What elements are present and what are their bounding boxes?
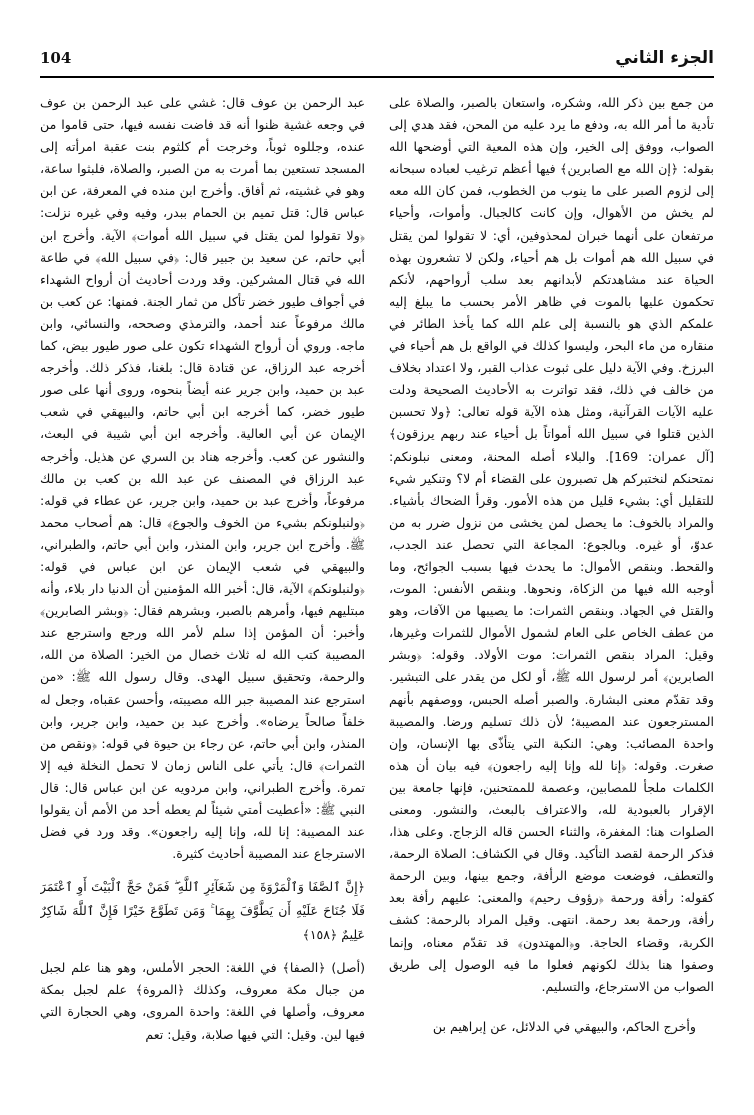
- left-column-paragraph-2: (أصل) ﴿الصفا﴾ في اللغة: الحجر الأملس، وهو هنا علم لجبل من جبال مكة معروف، وكذلك ﴿المروة﴾ علم لجبل بمكة معروف، وأصلها في اللغة: واحدة المروى، وهي الحجارة التي فيها لين. وقيل: التي فيها صلابة، وقيل: تعم: [40, 960, 365, 1042]
- right-column-paragraph-1: من جمع بين ذكر الله، وشكره، واستعان بالصبر، والصلاة على تأدية ما أمر الله به، ودفع ما يرد عليه من المحن، فقد هدي إلى الصواب، ووفق إلى الخير، وإن هذه المعية التي أوضحها الله بقوله: ﴿إن الله مع الصابرين﴾ فيها أعظم ترغيب لعباده سبحانه إلى لزوم الصبر على ما ينوب من الخطوب، فمن كان الله معه لم يخش من الأهوال، وإن كانت كالجبال. وأموات، وأحياء مرتفعان على أنهما خبران لمحذوفين، أي: لا تقولوا لمن يقتل في سبيل الله هم أموات بل هم أحياء، ولكن لا تشعرون بهذه الحياة عند مشاهدتكم لأبدانهم بعد سلب أرواحهم، لأنكم تحكمون عليها بالموت في ظاهر الأمر بحسب ما يبلغ إليه علمكم الذي هو بالنسبة إلى علم الله كما يأخذ الطائر في منقاره من ماء البحر، وليسوا كذلك في الواقع بل هم أحياء في البرزخ. وفي الآية دليل على ثبوت عذاب القبر، ولا اعتداد بخلاف من خالف في ذلك، فقد تواترت به الأحاديث الصحيحة ودلت عليه الآيات القرآنية، ومثل هذه الآية قوله تعالى: ﴿ولا تحسبن الذين قتلوا في سبيل الله أمواتاً بل أحياء عند ربهم يرزقون﴾ [آل عمران: 169]. والبلاء أصله المحنة، ومعنى نبلونكم: نمتحنكم لنختبركم هل تصبرون على القضاء أم لا؟ وتنكير شيء للتقليل أي: بشيء قليل من هذه الأمور. وقرأ الضحاك بأشياء. والمراد بالخوف: ما يحصل لمن يخشى من نزول ضرر به من عدوّ، أو غيره. وبالجوع: المجاعة التي تحصل عند الجدب، والقحط. وبنقص الأموال: ما يحدث فيها بسبب الجوائح، وما أوجبه الله فيها من الزكاة، ونحوها. وبنقص الأنفس: الموت، والقتل في الجهاد. وبنقص الثمرات: ما يصيبها من الآفات، وهو من عطف الخاص على العام لشمول الأموال للثمرات وغيرها، وقيل: المراد بنقص الثمرات: موت الأولاد. وقوله: ﴿وبشر الصابرين﴾ أمر لرسول الله ﷺ، أو لكل من يقدر على التبشير. وقد تقدّم معنى البشارة. والصبر أصله الحبس، ووصفهم بأنهم المسترجعون عند المصيبة؛ لأن ذلك تسليم ورضا. والمصيبة واحدة المصائب: وهي: النكبة التي يتأذّى بها الإنسان، وإن صغرت. وقوله: ﴿إنا لله وإنا إليه راجعون﴾ فيه بيان أن هذه الكلمات ملجأ للمصابين، وعصمة للممتحنين، فإنها جامعة بين الإقرار بالعبودية لله، والاعتراف بالبعث، والنشور. ومعنى الصلوات هنا: المغفرة، والثناء الحسن قاله الزجاج. وعلى هذا، فذكر الرحمة لقصد التأكيد. وقال في الكشاف: الصلاة الرحمة، والتعطف، فوضعت موضع الرأفة، وجمع بينها، وبين الرحمة كقوله: رأفة ورحمة ﴿رؤوف رحيم﴾ والمعنى: عليهم رأفة بعد رأفة، ورحمة بعد رحمة. انتهى. وقيل المراد بالرحمة: كشف الكربة، وقضاء الحاجة. و﴿المهتدون﴾ قد تقدّم معناه، وإنما وصفوا هنا بذلك لكونهم فعلوا ما فيه الوصول إلى طريق الصواب من الاسترجاع، والتسليم.: [389, 95, 714, 994]
- right-column-paragraph-2: وأخرج الحاكم، والبيهقي في الدلائل، عن إبراهيم بن: [432, 1018, 696, 1034]
- quran-verse: ﴿إِنَّ ٱلصَّفَا وَٱلْمَرْوَةَ مِن شَعَآئِرِ ٱللَّهِ ۖ فَمَنْ حَجَّ ٱلْبَيْتَ أَوِ ٱعْتَمَرَ فَلَا جُنَاحَ عَلَيْهِ أَن يَطَّوَّفَ بِهِمَا ۚ وَمَن تَطَوَّعَ خَيْرًا فَإِنَّ ٱللَّهَ شَاكِرٌ عَلِيمٌ ﴿١٥٨﴾: [40, 879, 365, 943]
- page-number: 104: [40, 49, 72, 67]
- running-title: الجزء الثاني: [615, 48, 714, 68]
- header-rule: [40, 76, 714, 78]
- page-header: [40, 48, 714, 74]
- left-column-paragraph-1: عبد الرحمن بن عوف قال: غشي على عبد الرحمن بن عوف في وجعه غشية ظنوا أنه قد فاضت نفسه فيها، حتى قاموا من عنده، وجللوه ثوباً، وخرجت أم كلثوم بنت عقبة امرأته إلى المسجد تستعين بما أمرت به من الصبر، والصلاة، فلبثوا ساعة، وهو في غشيته، ثم أفاق. وأخرج ابن منده في المعرفة، عن ابن عباس قال: قتل تميم بن الحمام ببدر، وفيه وفي غيره نزلت: ﴿ولا تقولوا لمن يقتل في سبيل الله أموات﴾ الآية. وأخرج ابن أبي حاتم، عن سعيد بن جبير قال: ﴿في سبيل الله﴾ في طاعة الله في قتال المشركين. وقد وردت أحاديث أن أرواح الشهداء في أجواف طيور خضر تأكل من ثمار الجنة. فمنها: عن كعب بن مالك مرفوعاً عند أحمد، والترمذي وصححه، والنسائي، وابن ماجه. وروي أن أرواح الشهداء تكون على صور طيور بيض، كما أخرجه عبد الرزاق، عن قتادة قال: بلغنا، فذكر ذلك. وأخرجه عبد بن حميد، وابن جرير عنه أيضاً بنحوه، وروى أنها على صور طيور خضر، كما أخرجه ابن أبي حاتم، والبيهقي في شعب الإيمان عن أبي العالية. وأخرجه ابن أبي شيبة في البعث، والنشور عن كعب. وأخرجه هناد بن السري عن هذيل. وأخرجه عبد الرزاق في المصنف عن عبد الله بن كعب بن مالك مرفوعاً، وأخرج عبد بن حميد، وابن جرير، عن عطاء في قوله: ﴿ولنبلونكم بشيء من الخوف والجوع﴾ قال: هم أصحاب محمد ﷺ. وأخرج ابن جرير، وابن المنذر، وابن أبي حاتم، والطبراني، والبيهقي في شعب الإيمان عن ابن عباس في قوله: ﴿ولنبلونكم﴾ الآية، قال: أخبر الله المؤمنين أن الدنيا دار بلاء، وأنه مبتليهم فيها، وأمرهم بالصبر، وبشرهم فقال: ﴿وبشر الصابرين﴾ وأخبر: أن المؤمن إذا سلم لأمر الله ورجع واسترجع عند المصيبة كتب الله له ثلاث خصال من الخير: الصلاة من الله، والرحمة، وتحقيق سبيل الهدى. وقال رسول الله ﷺ: «من استرجع عند المصيبة جبر الله مصيبته، وأحسن عقباه، وجعل له خلفاً صالحاً يرضاه». وأخرج عبد بن حميد، وابن جرير، وابن المنذر، وابن أبي حاتم، عن رجاء بن حيوة في قوله: ﴿ونقص من الثمرات﴾ قال: يأتي على الناس زمان لا تحمل النخلة فيه إلا تمرة. وأخرج الطبراني، وابن مردويه عن ابن عباس قال: قال النبي ﷺ: «أعطيت أمتي شيئاً لم يعطه أحد من الأمم أن يقولوا عند المصيبة: إنا لله، وإنا إليه راجعون». وقد ورد في فضل الاسترجاع عند المصيبة أحاديث كثيرة.: [40, 95, 365, 862]
- right-column: [389, 92, 714, 1072]
- left-column: [40, 92, 365, 1072]
